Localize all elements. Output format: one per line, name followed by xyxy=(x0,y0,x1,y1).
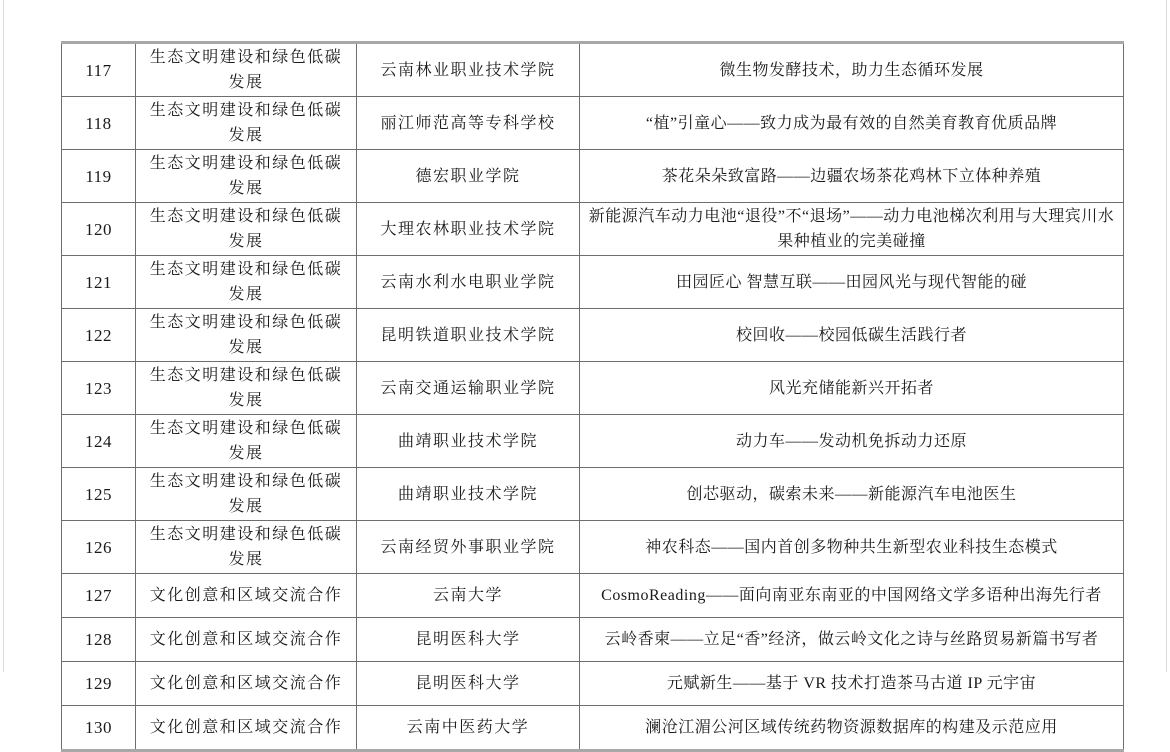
school-cell: 曲靖职业技术学院 xyxy=(357,415,580,468)
page-edge-right xyxy=(1166,0,1167,672)
row-number: 121 xyxy=(62,256,136,309)
table-row xyxy=(62,618,1124,662)
school-cell: 昆明医科大学 xyxy=(357,662,580,706)
school-cell: 云南大学 xyxy=(357,574,580,618)
row-number: 130 xyxy=(62,706,136,751)
category-cell: 生态文明建设和绿色低碳发展 xyxy=(136,468,357,521)
row-number: 125 xyxy=(62,468,136,521)
row-number: 124 xyxy=(62,415,136,468)
category-cell: 生态文明建设和绿色低碳发展 xyxy=(136,256,357,309)
table-row xyxy=(62,309,1124,362)
table-body xyxy=(62,43,1124,751)
title-cell: 动力车——发动机免拆动力还原 xyxy=(580,415,1124,468)
projects-table xyxy=(61,41,1124,752)
table-row xyxy=(62,203,1124,256)
table-row xyxy=(62,574,1124,618)
table-row xyxy=(62,662,1124,706)
table-row xyxy=(62,256,1124,309)
row-number: 119 xyxy=(62,150,136,203)
row-number: 129 xyxy=(62,662,136,706)
row-number: 120 xyxy=(62,203,136,256)
row-number: 123 xyxy=(62,362,136,415)
category-cell: 文化创意和区域交流合作 xyxy=(136,706,357,751)
category-cell: 生态文明建设和绿色低碳发展 xyxy=(136,521,357,574)
title-cell: 微生物发酵技术，助力生态循环发展 xyxy=(580,43,1124,97)
school-cell: 云南交通运输职业学院 xyxy=(357,362,580,415)
title-cell: 澜沧江湄公河区域传统药物资源数据库的构建及示范应用 xyxy=(580,706,1124,751)
school-cell: 昆明铁道职业技术学院 xyxy=(357,309,580,362)
category-cell: 生态文明建设和绿色低碳发展 xyxy=(136,362,357,415)
school-cell: 云南中医药大学 xyxy=(357,706,580,751)
category-cell: 生态文明建设和绿色低碳发展 xyxy=(136,43,357,97)
category-cell: 生态文明建设和绿色低碳发展 xyxy=(136,150,357,203)
row-number: 118 xyxy=(62,97,136,150)
title-cell: 新能源汽车动力电池“退役”不“退场”——动力电池梯次利用与大理宾川水果种植业的完美碰撞 xyxy=(580,203,1124,256)
school-cell: 丽江师范高等专科学校 xyxy=(357,97,580,150)
title-cell: 茶花朵朵致富路——边疆农场茶花鸡林下立体种养殖 xyxy=(580,150,1124,203)
category-cell: 文化创意和区域交流合作 xyxy=(136,662,357,706)
table-row xyxy=(62,150,1124,203)
row-number: 128 xyxy=(62,618,136,662)
row-number: 127 xyxy=(62,574,136,618)
row-number: 117 xyxy=(62,43,136,97)
title-cell: 风光充储能新兴开拓者 xyxy=(580,362,1124,415)
title-cell: CosmoReading——面向南亚东南亚的中国网络文学多语种出海先行者 xyxy=(580,574,1124,618)
school-cell: 云南水利水电职业学院 xyxy=(357,256,580,309)
category-cell: 生态文明建设和绿色低碳发展 xyxy=(136,309,357,362)
title-cell: 创芯驱动，碳索未来——新能源汽车电池医生 xyxy=(580,468,1124,521)
table-row xyxy=(62,43,1124,97)
category-cell: 生态文明建设和绿色低碳发展 xyxy=(136,415,357,468)
row-number: 122 xyxy=(62,309,136,362)
category-cell: 生态文明建设和绿色低碳发展 xyxy=(136,97,357,150)
title-cell: 校回收——校园低碳生活践行者 xyxy=(580,309,1124,362)
category-cell: 生态文明建设和绿色低碳发展 xyxy=(136,203,357,256)
school-cell: 昆明医科大学 xyxy=(357,618,580,662)
table-row xyxy=(62,468,1124,521)
title-cell: 元赋新生——基于 VR 技术打造茶马古道 IP 元宇宙 xyxy=(580,662,1124,706)
title-cell: “植”引童心——致力成为最有效的自然美育教育优质品牌 xyxy=(580,97,1124,150)
school-cell: 德宏职业学院 xyxy=(357,150,580,203)
category-cell: 文化创意和区域交流合作 xyxy=(136,618,357,662)
school-cell: 云南经贸外事职业学院 xyxy=(357,521,580,574)
school-cell: 大理农林职业技术学院 xyxy=(357,203,580,256)
table-row xyxy=(62,415,1124,468)
table-row xyxy=(62,521,1124,574)
table-row xyxy=(62,706,1124,751)
table-row xyxy=(62,97,1124,150)
category-cell: 文化创意和区域交流合作 xyxy=(136,574,357,618)
school-cell: 曲靖职业技术学院 xyxy=(357,468,580,521)
row-number: 126 xyxy=(62,521,136,574)
page-edge-left xyxy=(3,0,4,672)
school-cell: 云南林业职业技术学院 xyxy=(357,43,580,97)
table-row xyxy=(62,362,1124,415)
title-cell: 云岭香柬——立足“香”经济，做云岭文化之诗与丝路贸易新篇书写者 xyxy=(580,618,1124,662)
title-cell: 田园匠心 智慧互联——田园风光与现代智能的碰 xyxy=(580,256,1124,309)
title-cell: 神农科态——国内首创多物种共生新型农业科技生态模式 xyxy=(580,521,1124,574)
